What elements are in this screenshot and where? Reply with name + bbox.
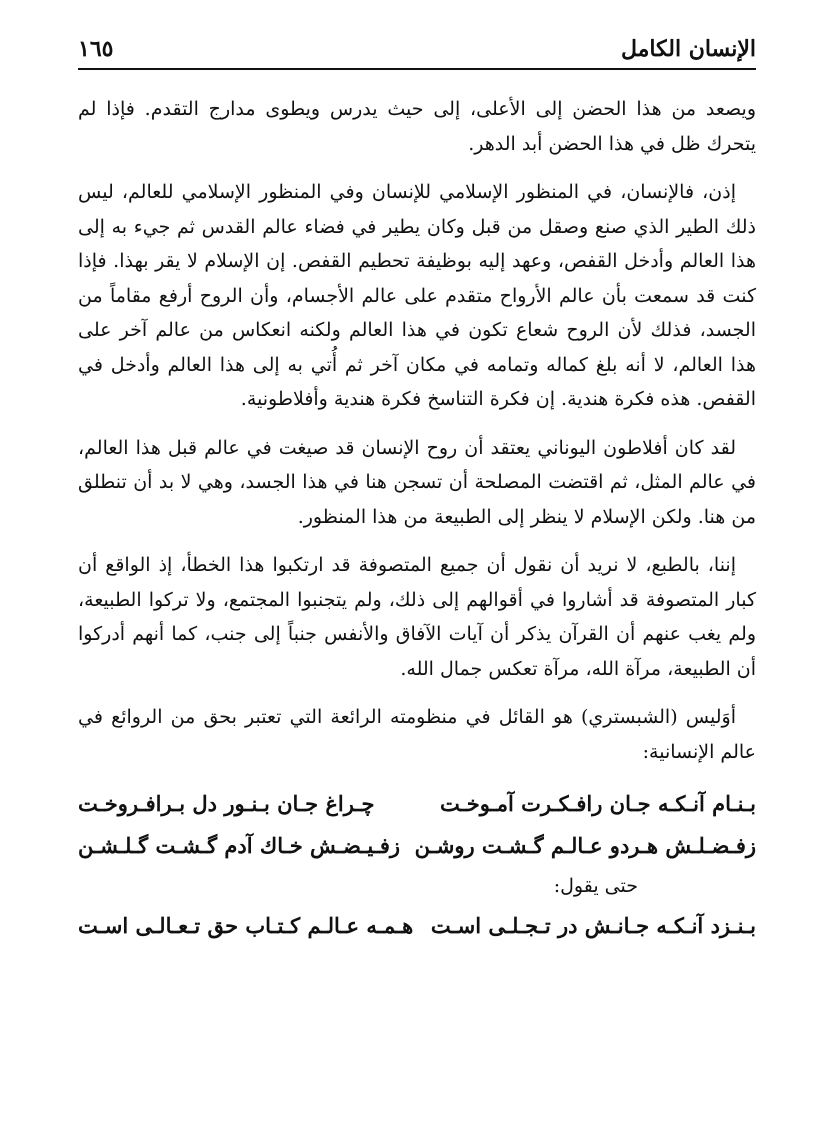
- verse-first-hemistich: زفـضـلـش هـردو عـالـم گـشـت روشـن: [414, 833, 756, 858]
- paragraph-4: إننا، بالطبع، لا نريد أن نقول أن جميع المتصوفة قد ارتكبوا هذا الخطأ، إذ الواقع أن كبار المتصوفة قد أشاروا في أقوالهم إلى ذلك، ولم يتجنبوا المجتمع، ولا تركوا الطبيعة، ولم يغب عنهم أن القرآن يذكر أن آيات الآفاق والأنفس جنباً إلى جنب، كما أنهم أدركوا أن الطبيعة، مرآة الله، مرآة تعكس جمال الله.: [78, 554, 756, 680]
- verse-second-hemistich: هـمـه عـالـم كـتـاب حق تـعـالـى اسـت: [78, 913, 414, 938]
- running-title: الإنسان الكامل: [620, 36, 756, 62]
- page-header: [78, 28, 756, 70]
- paragraph-2: إذن، فالإنسان، في المنظور الإسلامي للإنسان وفي المنظور الإسلامي للعالم، ليس ذلك الطير الذي صنع وصقل من قبل وكان يطير في فضاء عالم القدس ثم جيء به إلى هذا العالم وأدخل القفص، وعهد إليه بوظيفة تحطيم القفص. إن الإسلام لا يقر بهذا. فإذا كنت قد سمعت بأن عالم الأرواح متقدم على عالم الأجسام، وأن الروح أرفع مقاماً من الجسد، فذلك لأن الروح شعاع تكون في هذا العالم ولكنه انعكاس من عالم آخر على هذا العالم، لا أنه بلغ كماله وتمامه في مكان آخر ثم أُتي به إلى هذا العالم وأدخل في القفص. هذه فكرة هندية. إن فكرة التناسخ فكرة هندية وأفلاطونية.: [78, 181, 756, 410]
- verse-intro-line: حتى يقول:: [553, 875, 638, 897]
- verse-second-hemistich: زفـيـضـش خـاك آدم گـشـت گـلـشـن: [78, 833, 401, 858]
- poem-verses: [78, 783, 756, 947]
- paragraph-1: ويصعد من هذا الحضن إلى الأعلى، إلى حيث يدرس ويطوى مدارج التقدم. فإذا لم يتحرك ظل في هذا الحضن أبد الدهر.: [78, 98, 756, 155]
- verse-first-hemistich: بـنـزد آنـكـه جـانـش در تـجـلـى اسـت: [430, 913, 756, 938]
- page-number: ١٦٥: [78, 36, 114, 62]
- body-text: [78, 92, 756, 947]
- verse-row: [78, 905, 756, 947]
- paragraph-3: لقد كان أفلاطون اليوناني يعتقد أن روح الإنسان قد صيغت في عالم قبل هذا العالم، في عالم المثل، ثم اقتضت المصلحة أن تسجن هنا في هذا الجسد، وهي لا بد أن تنطلق من هنا. ولكن الإسلام لا ينظر إلى الطبيعة من هذا المنظور.: [78, 436, 756, 528]
- verse-second-hemistich: چـراغ جـان بـنـور دل بـرافـروخـت: [78, 791, 375, 816]
- verse-row: [78, 825, 756, 867]
- verse-row: [78, 783, 756, 825]
- paragraph-5: أوَليس (الشبستري) هو القائل في منظومته الرائعة التي تعتبر بحق من الروائع في عالم الإنسانية:: [78, 706, 756, 763]
- verse-first-hemistich: بـنـام آنـكـه جـان رافـكـرت آمـوخـت: [439, 791, 756, 816]
